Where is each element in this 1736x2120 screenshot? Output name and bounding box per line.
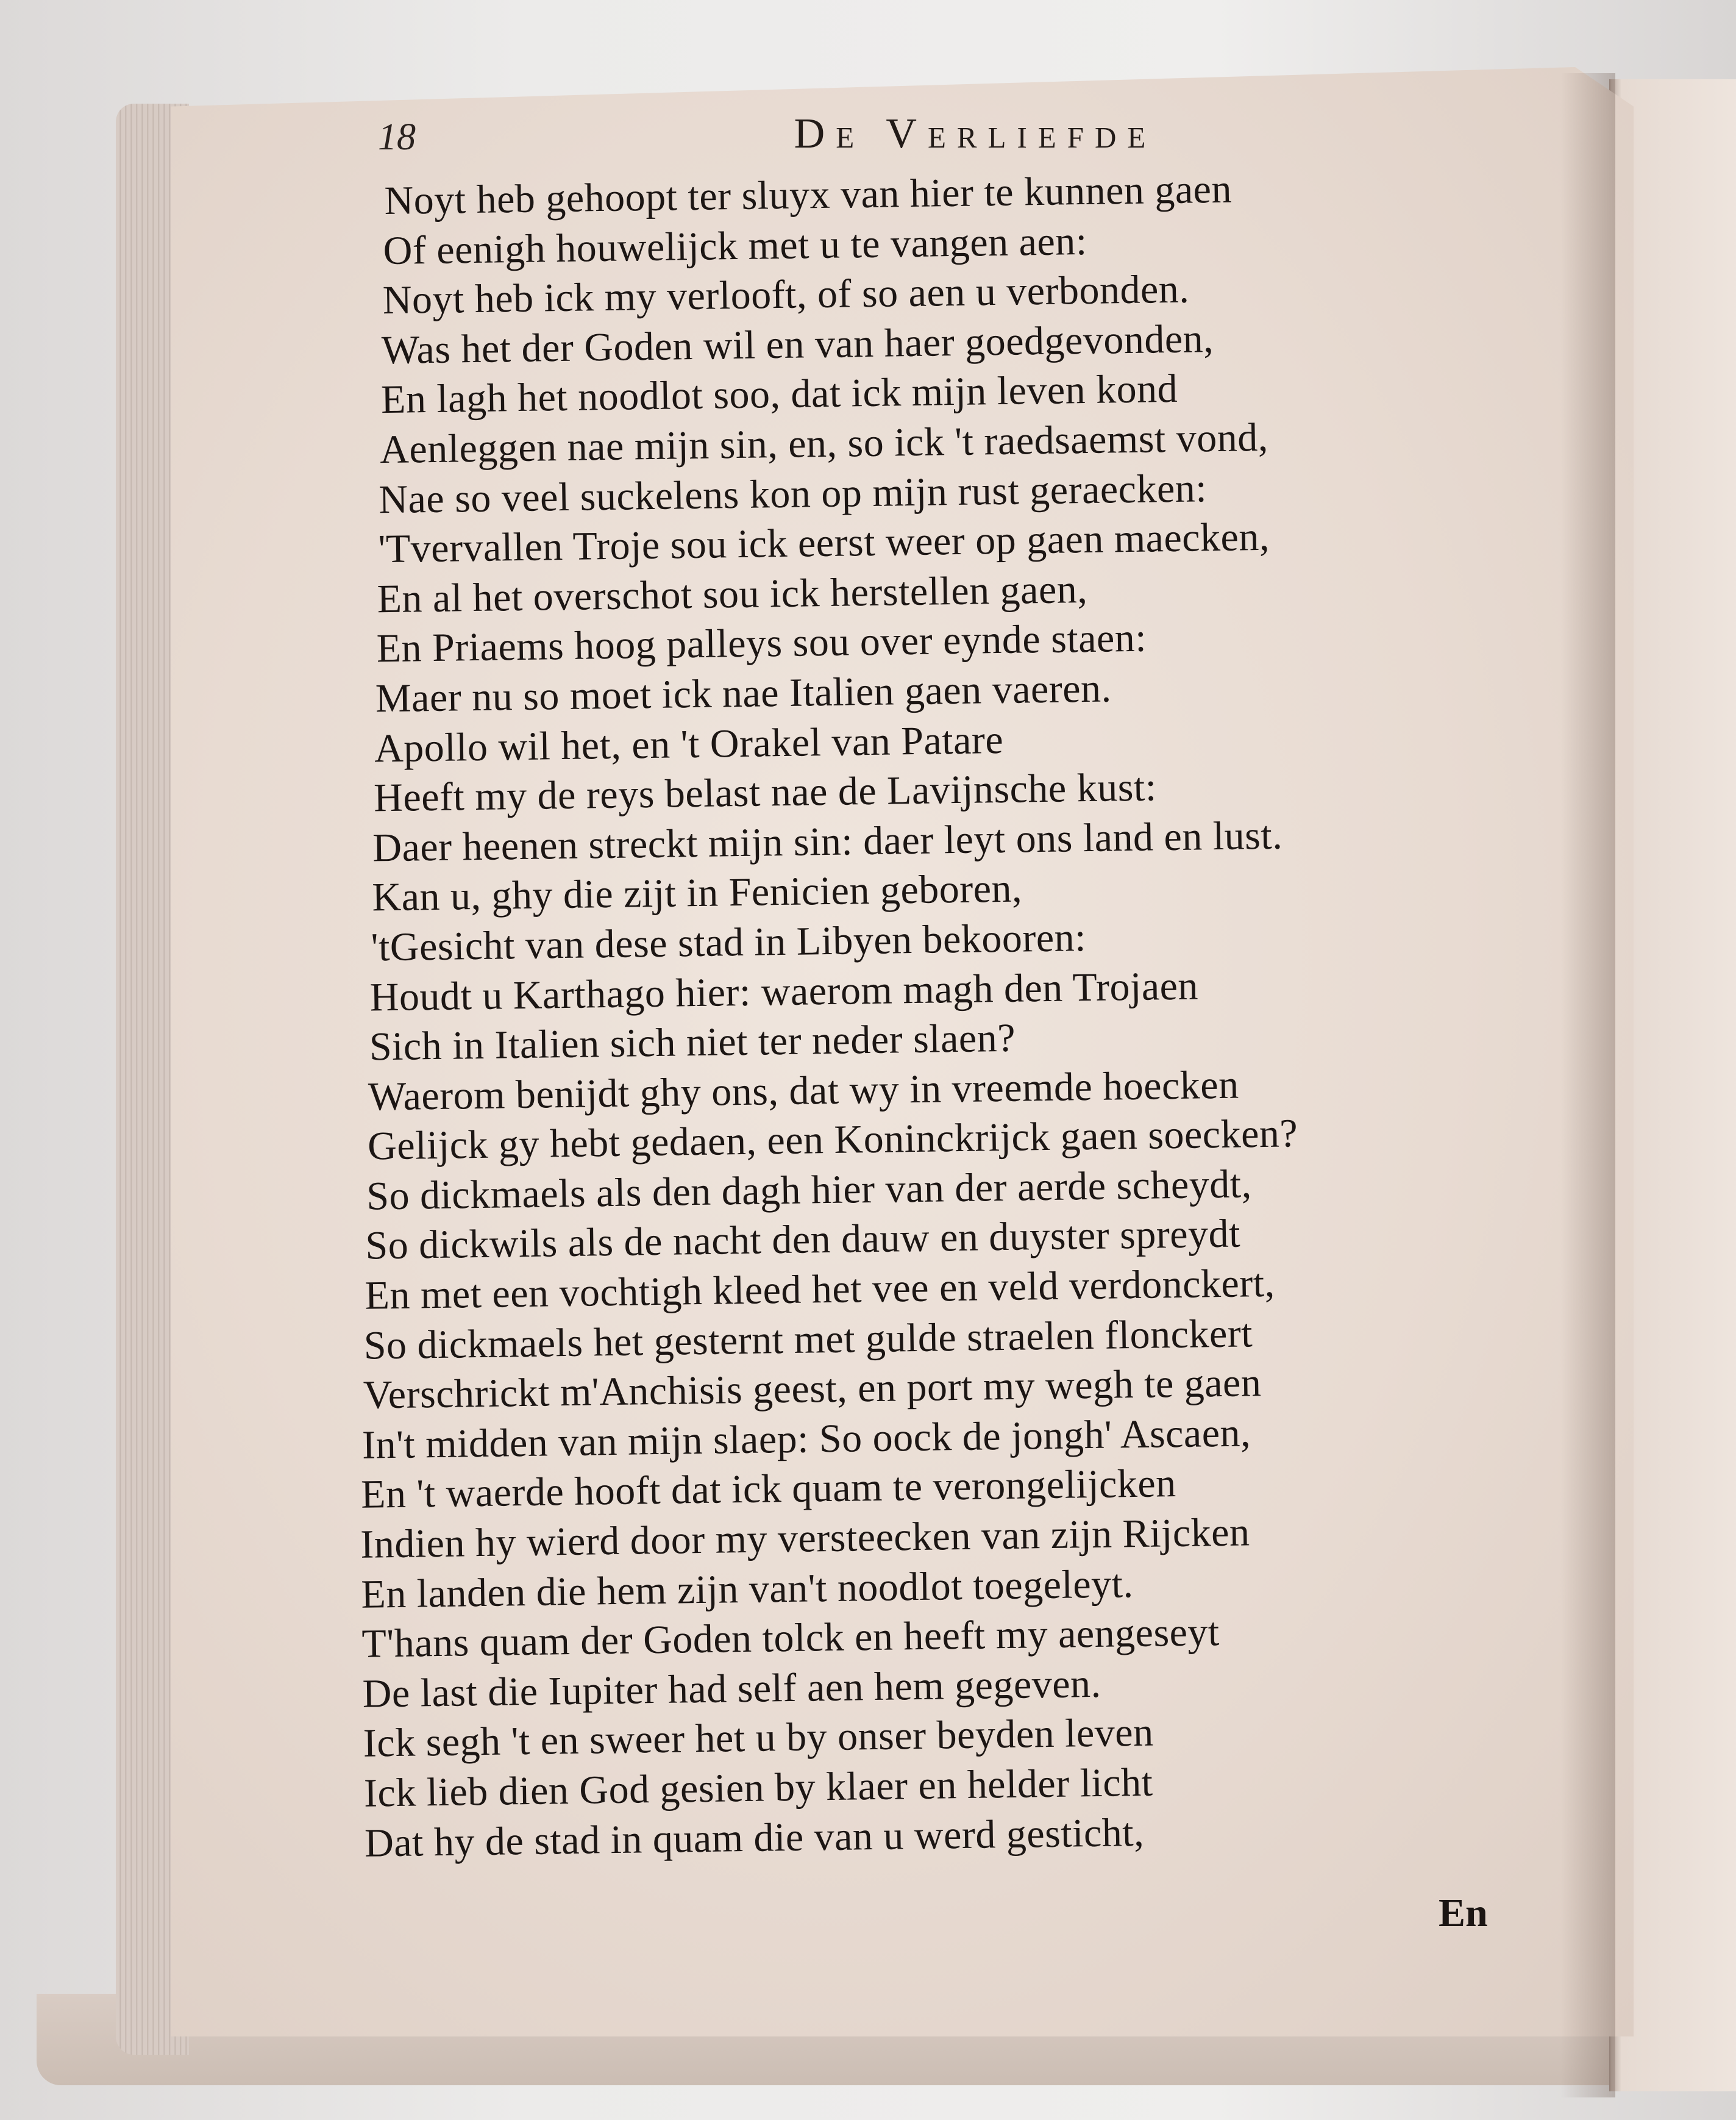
verse-line: En 't waerde hooft dat ick quam te verongelijcken bbox=[360, 1461, 1177, 1518]
verse-line: Noyt heb ick my verlooft, of so aen u verbonden. bbox=[382, 266, 1190, 323]
verse-line: En al het overschot sou ick herstellen gaen, bbox=[377, 566, 1088, 621]
page-number: 18 bbox=[378, 116, 416, 158]
verse-line: In't midden van mijn slaep: So oock de jongh' Ascaen, bbox=[361, 1410, 1251, 1468]
verse-line: Maer nu so moet ick nae Italien gaen vaeren. bbox=[375, 666, 1112, 721]
verse-line: Dat hy de stad in quam die van u werd gesticht, bbox=[364, 1810, 1145, 1866]
verse-line: Nae so veel suckelens kon op mijn rust geraecken: bbox=[378, 465, 1208, 522]
verse-line: De last die Iupiter had self aen hem gegeven. bbox=[362, 1661, 1101, 1716]
verse-line: T'hans quam der Goden tolck en heeft my aengeseyt bbox=[361, 1610, 1220, 1666]
running-head: De Verliefde bbox=[794, 110, 1157, 157]
verse-line: Houdt u Karthago hier: waerom magh den Trojaen bbox=[369, 963, 1199, 1019]
verse-line: Sich in Italien sich niet ter neder slaen? bbox=[369, 1015, 1016, 1069]
verse-line: Of eenigh houwelijck met u te vangen aen: bbox=[383, 218, 1088, 273]
verse-line: So dickwils als de nacht den dauw en duyster spreydt bbox=[365, 1212, 1241, 1269]
verse-line: Indien hy wierd door my versteecken van zijn Rijcken bbox=[360, 1510, 1250, 1567]
verse-line: So dickmaels als den dagh hier van der aerde scheydt, bbox=[366, 1162, 1253, 1219]
verse-line: Ick lieb dien God gesien by klaer en helder licht bbox=[363, 1760, 1153, 1816]
verse-line: En met een vochtigh kleed het vee en veld verdonckert, bbox=[365, 1260, 1276, 1318]
verse-line: Gelijck gy hebt gedaen, een Koninckrijck gaen soecken? bbox=[367, 1111, 1298, 1169]
verse-line: 'tGesicht van dese stad in Libyen bekooren: bbox=[371, 915, 1087, 970]
verse-line: Aenleggen nae mijn sin, en, so ick 't raedsaemst vond, bbox=[379, 415, 1269, 473]
verse-line: 'Tvervallen Troje sou ick eerst weer op gaen maecken, bbox=[378, 514, 1270, 572]
verse-line: En Priaems hoog palleys sou over eynde staen: bbox=[376, 615, 1147, 671]
verse-line: Noyt heb gehoopt ter sluyx van hier te kunnen gaen bbox=[384, 166, 1233, 224]
verse-line: Daer heenen streckt mijn sin: daer leyt ons land en lust. bbox=[372, 813, 1283, 871]
verse-block bbox=[341, 160, 1609, 1868]
verse-line: Apollo wil het, en 't Orakel van Patare bbox=[374, 717, 1004, 771]
verse-line: Kan u, ghy die zijt in Fenicien geboren, bbox=[372, 866, 1023, 920]
page-header bbox=[378, 110, 1536, 159]
verse-line: Waerom benijdt ghy ons, dat wy in vreemde hoecken bbox=[368, 1062, 1240, 1119]
catchword: En bbox=[1439, 1891, 1488, 1935]
verse-line: Was het der Goden wil en van haer goedgevonden, bbox=[381, 316, 1214, 373]
verse-line: En lagh het noodlot soo, dat ick mijn leven kond bbox=[380, 366, 1178, 423]
verse-line: Verschrickt m'Anchisis geest, en port my wegh te gaen bbox=[363, 1360, 1262, 1418]
verse-line: Heeft my de reys belast nae de Lavijnsche kust: bbox=[373, 765, 1158, 821]
verse-line: En landen die hem zijn van't noodlot toegeleyt. bbox=[360, 1561, 1134, 1617]
verse-line: So dickmaels het gesternt met gulde straelen flonckert bbox=[363, 1310, 1253, 1368]
verse-line: Ick segh 't en sweer het u by onser beyden leven bbox=[363, 1710, 1154, 1766]
